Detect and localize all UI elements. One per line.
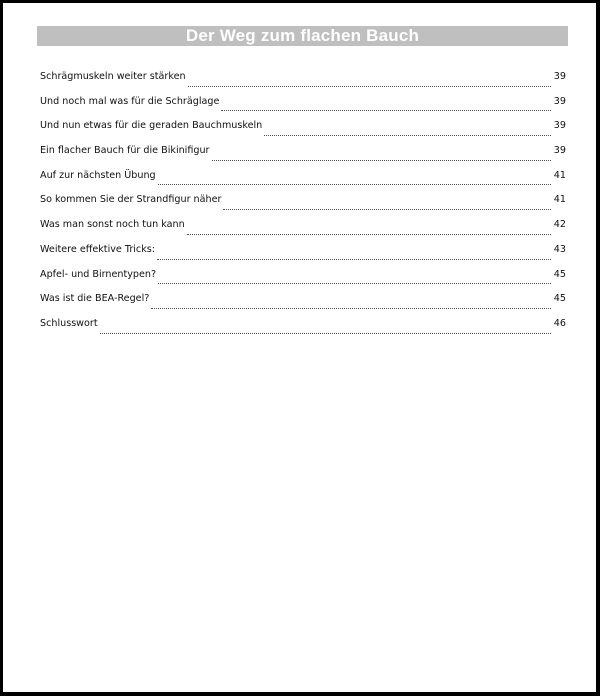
toc-entry-label: Was man sonst noch tun kann <box>40 219 185 231</box>
toc-entry[interactable] <box>40 244 566 269</box>
toc-dot-leader <box>221 109 550 111</box>
toc-dot-leader <box>100 332 551 334</box>
toc-entry-label: Ein flacher Bauch für die Bikinifigur <box>40 145 210 157</box>
toc-dot-leader <box>264 134 551 136</box>
toc-page-number: 39 <box>553 95 566 107</box>
toc-entry[interactable] <box>40 120 566 145</box>
toc-dot-leader <box>188 85 551 87</box>
toc-entry[interactable] <box>40 269 566 294</box>
toc-entry-label: So kommen Sie der Strandfigur näher <box>40 194 222 206</box>
toc-dot-leader <box>187 233 551 235</box>
toc-entry-label: Schrägmuskeln weiter stärken <box>40 71 186 82</box>
toc-entry-label: Schlusswort <box>40 317 98 329</box>
toc-page-number: 46 <box>553 317 566 329</box>
toc-dot-leader <box>158 282 551 284</box>
toc-entry[interactable] <box>40 96 566 121</box>
toc-dot-leader <box>212 159 551 161</box>
toc-entry-label: Was ist die BEA-Regel? <box>40 293 150 305</box>
toc-entry[interactable] <box>40 145 566 170</box>
toc-page-number: 42 <box>553 219 566 231</box>
toc-dot-leader <box>223 208 550 210</box>
toc-page-number: 39 <box>553 71 566 82</box>
toc-entry-label: Und nun etwas für die geraden Bauchmuskeln <box>40 120 263 132</box>
toc-entry-label: Weitere effektive Tricks: <box>40 243 155 255</box>
toc-dot-leader <box>157 258 551 260</box>
toc-entry-label: Auf zur nächsten Übung <box>40 169 156 181</box>
toc-entry[interactable] <box>40 219 566 244</box>
toc-entry-label: Und noch mal was für die Schräglage <box>40 95 220 107</box>
toc-dot-leader <box>158 183 551 185</box>
chapter-title-banner: Der Weg zum flachen Bauch <box>37 26 568 46</box>
toc-entry[interactable] <box>40 293 566 318</box>
toc-page-number: 43 <box>553 243 566 255</box>
toc-entry[interactable] <box>40 71 566 96</box>
toc-page-number: 45 <box>553 293 566 305</box>
toc-dot-leader <box>151 307 550 309</box>
toc-page-number: 41 <box>553 194 566 206</box>
toc-page-number: 41 <box>553 169 566 181</box>
table-of-contents <box>40 71 566 343</box>
toc-entry[interactable] <box>40 194 566 219</box>
toc-entry[interactable] <box>40 318 566 343</box>
toc-entry-label: Apfel- und Birnentypen? <box>40 268 157 280</box>
toc-page-number: 39 <box>553 120 566 132</box>
toc-page-number: 45 <box>553 268 566 280</box>
toc-entry[interactable] <box>40 170 566 195</box>
toc-page-number: 39 <box>553 145 566 157</box>
